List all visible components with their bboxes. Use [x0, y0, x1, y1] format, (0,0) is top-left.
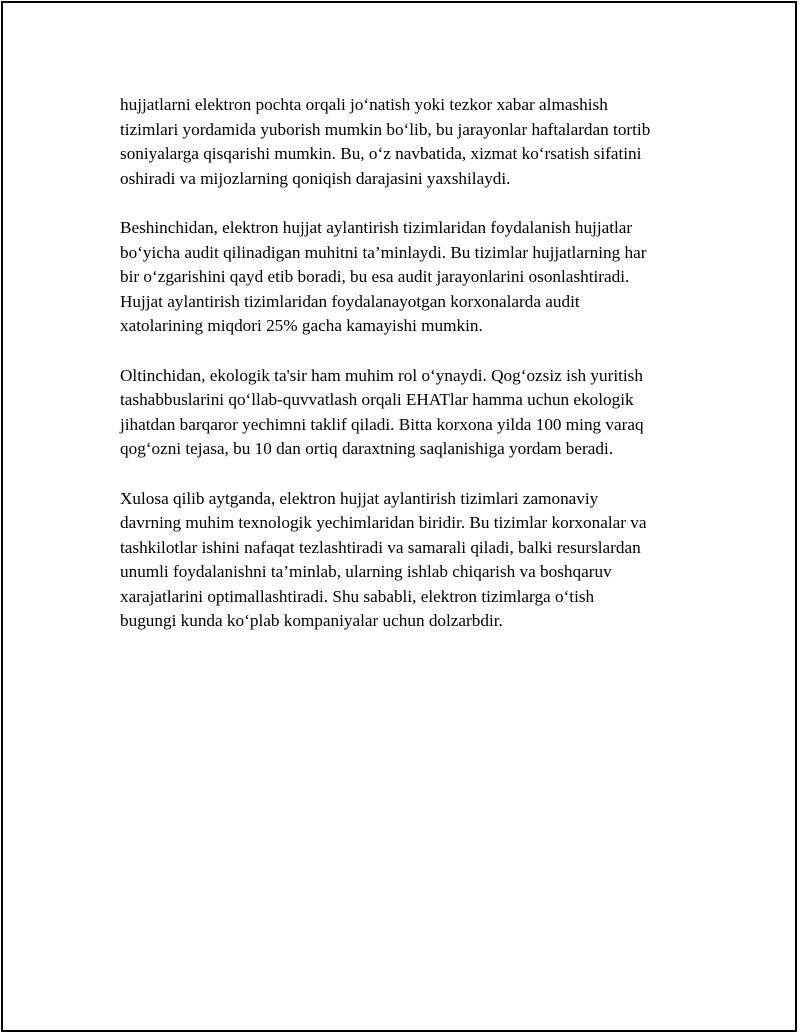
- document-page: [1, 1, 797, 1032]
- text-line: qog‘ozni tejasa, bu 10 dan ortiq daraxtning saqlanishiga yordam beradi.: [120, 439, 614, 459]
- paragraph-1: [120, 93, 700, 191]
- text-line: hujjatlarni elektron pochta orqali jo‘natish yoki tezkor xabar almashish: [120, 95, 608, 114]
- text-line: tizimlari yordamida yuborish mumkin bo‘lib, bu jarayonlar haftalardan tortib: [120, 119, 651, 139]
- text-line: soniyalarga qisqarishi mumkin. Bu, o‘z navbatida, xizmat ko‘rsatish sifatini: [120, 144, 642, 164]
- text-line: tashabbuslarini qo‘llab-quvvatlash orqali EHATlar hamma uchun ekologik: [120, 390, 634, 410]
- paragraph-4: [120, 487, 700, 635]
- text-line: unumli foydalanishni ta’minlab, ularning ishlab chiqarish va boshqaruv: [120, 562, 612, 582]
- text-line: jihatdan barqaror yechimni taklif qiladi. Bitta korxona yilda 100 ming varaq: [120, 414, 644, 434]
- text-line: bo‘yicha audit qilinadigan muhitni ta’minlaydi. Bu tizimlar hujjatlarning har: [120, 242, 647, 262]
- text-line: Beshinchidan, elektron hujjat aylantirish tizimlaridan foydalanish hujjatlar: [120, 217, 633, 237]
- document-body: [120, 93, 700, 659]
- text-line: xatolarining miqdori 25% gacha kamayishi mumkin.: [120, 316, 483, 336]
- text-line: oshiradi va mijozlarning qoniqish darajasini yaxshilaydi.: [120, 168, 511, 188]
- text-line: bir o‘zgarishini qayd etib boradi, bu esa audit jarayonlarini osonlashtiradi.: [120, 267, 630, 287]
- text-line: tashkilotlar ishini nafaqat tezlashtiradi va samarali qiladi, balki resurslardan: [120, 537, 641, 557]
- text-line: Xulosa qilib aytganda, elektron hujjat aylantirish tizimlari zamonaviy: [120, 488, 599, 508]
- text-line: Hujjat aylantirish tizimlaridan foydalanayotgan korxonalarda audit: [120, 291, 580, 311]
- text-line: bugungi kunda ko‘plab kompaniyalar uchun dolzarbdir.: [120, 611, 503, 631]
- text-line: davrning muhim texnologik yechimlaridan biridir. Bu tizimlar korxonalar va: [120, 513, 647, 533]
- text-line: Oltinchidan, ekologik ta'sir ham muhim rol o‘ynaydi. Qog‘ozsiz ish yuritish: [120, 365, 643, 385]
- paragraph-2: [120, 216, 700, 339]
- paragraph-3: [120, 364, 700, 462]
- text-line: xarajatlarini optimallashtiradi. Shu sababli, elektron tizimlarga o‘tish: [120, 586, 595, 606]
